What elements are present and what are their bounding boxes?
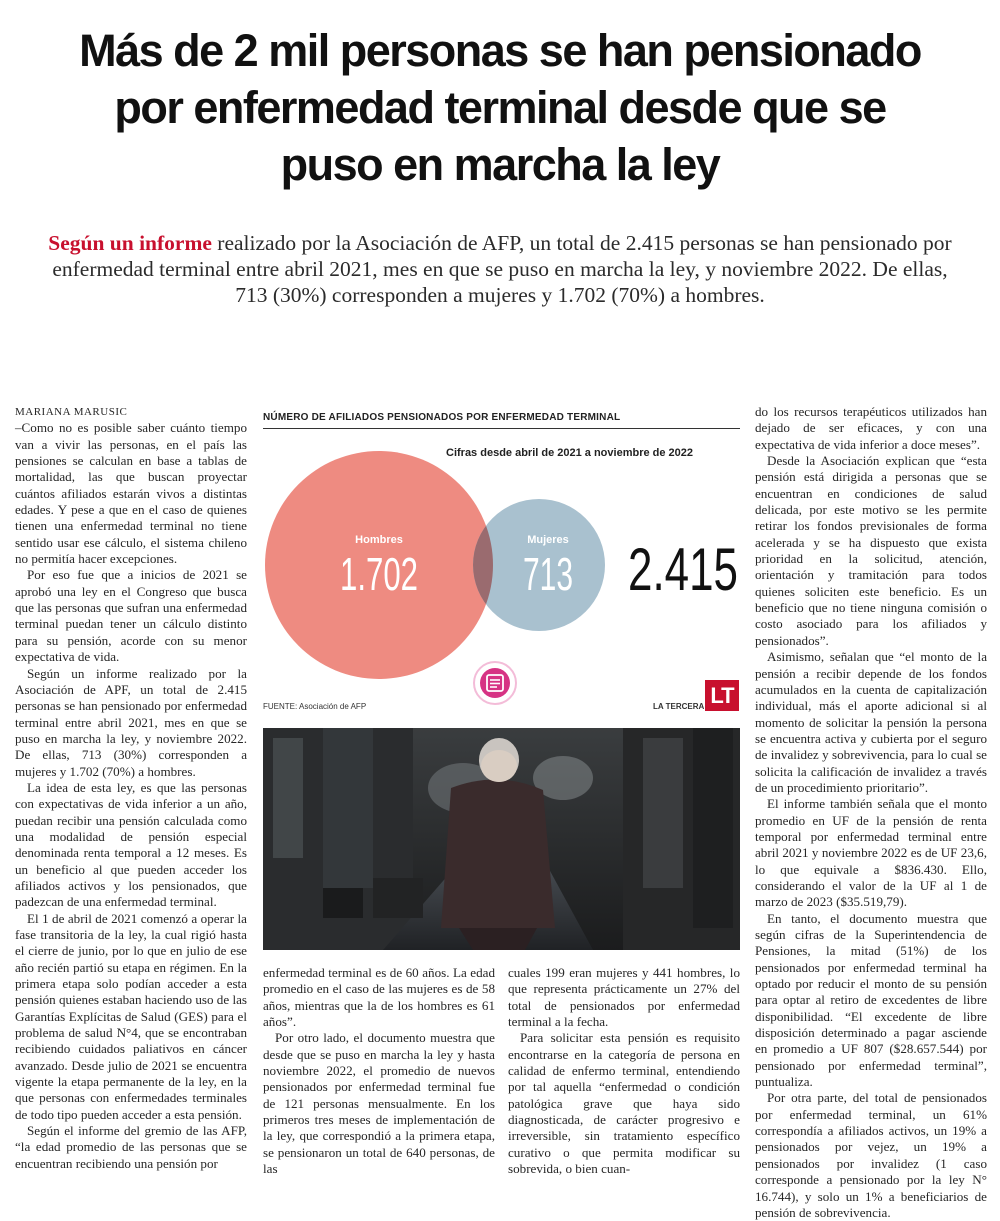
paragraph: Para solicitar esta pensión es requisito encontrarse en la categoría de persona en calidad de enfermo terminal, entendiendo por tal aquella “enfermedad o condición patológica grave que haya sido diagnosticada, de carácter progresivo e irreversible, sin tratamiento específico curativo o que permita modificar su sobrevida, o bien cuan- xyxy=(508,1030,740,1177)
headline-line-3: puso en marcha la ley xyxy=(280,139,720,190)
lead-paragraph xyxy=(15,230,985,308)
paragraph: El informe también señala que el monto promedio en UF de la pensión de renta temporal por enfermedad terminal entre abril 2021 y noviembre 2022 es de UF 23,6, lo que equivale a $836.430. Ello, considerando el valor de la UF al 1 de marzo de 2023 ($35.519,79). xyxy=(755,796,987,910)
infographic-rule xyxy=(263,428,740,429)
paragraph: Por otro lado, el documento muestra que desde que se puso en marcha la ley y hasta noviembre 2022, el promedio de nuevos pensionados por enfermedad terminal fue de 121 personas mensualmente. En los primeros tres meses de implementación de la ley, que correspondió a la primera etapa, se pensionaron un total de 640 personas, de las xyxy=(263,1030,495,1177)
men-label: Hombres xyxy=(355,534,403,546)
lead-line-1-text: realizado por la Asociación de AFP, un total de 2.415 personas se han pensionado por xyxy=(211,231,952,255)
total-value: 2.415 xyxy=(628,536,738,603)
article-column-3 xyxy=(508,965,740,1177)
la-tercera-logo: LT xyxy=(705,680,739,711)
article-column-4 xyxy=(755,404,987,1221)
paragraph: La idea de esta ley, es que las personas con expectativas de vida inferior a un año, puedan recibir una pensión calculada como una modalidad de pensión especial denominada renta temporal a 12 meses. Es un beneficio al que pueden acceder los afiliados activos y los pensionados, que padezcan de una enfermedad terminal. xyxy=(15,779,247,910)
paragraph: do los recursos terapéuticos utilizados han dejado de ser eficaces, y con una expectativa de vida inferior a doce meses”. xyxy=(755,404,987,452)
infographic-subtitle: Cifras desde abril de 2021 a noviembre de 2022 xyxy=(446,447,694,459)
paragraph: Por otra parte, del total de pensionados por enfermedad terminal, un 61% correspondía a afiliados activos, un 19% a pensionados por vejez, un 19% a pensionados por invalidez (1 caso corresponde a pensionado por la ley N° 16.744), y solo un 1% a beneficiarios de pensión de sobrevivencia. xyxy=(755,1090,987,1220)
photo-elderly-man-walking xyxy=(263,728,740,950)
paragraph: cuales 199 eran mujeres y 441 hombres, lo que representa prácticamente un 27% del total de pensionados por enfermedad terminal a la fecha. xyxy=(508,965,740,1030)
infographic-source: FUENTE: Asociación de AFP xyxy=(263,702,367,711)
infographic-title: NÚMERO DE AFILIADOS PENSIONADOS POR ENFERMEDAD TERMINAL xyxy=(263,412,621,423)
article-column-2 xyxy=(263,965,495,1177)
paragraph: En tanto, el documento muestra que según cifras de la Superintendencia de Pensiones, la mitad (51%) de los pensionados por enfermedad terminal ha optado por reducir el monto de su pensión para optar al retiro de excedentes de libre disponibilidad. “El excedente de libre disposición determinado a pagar asciende en promedio a UF 807 ($28.657.544) por pensionado por enfermedad terminal”, puntualiza. xyxy=(755,910,987,1090)
men-value: 1.702 xyxy=(340,548,418,600)
paragraph: enfermedad terminal es de 60 años. La edad promedio en el caso de las mujeres es de 58 años, mientras que la de los hombres es 61 años”. xyxy=(263,965,495,1030)
lead-line-2: enfermedad terminal entre abril 2021, mes en que se puso en marcha la ley, y noviembre 2022. De ellas, xyxy=(52,257,948,281)
photo-illustration xyxy=(263,728,740,950)
article-column-1 xyxy=(15,404,247,1172)
venn-diagram xyxy=(263,464,740,684)
infographic xyxy=(263,404,740,714)
women-label: Mujeres xyxy=(527,534,569,546)
byline: MARIANA MARUSIC xyxy=(15,406,128,418)
paragraph: Según un informe realizado por la Asociación de APF, un total de 2.415 personas se han pensionado por enfermedad terminal entre abril 2021, mes en que se puso en marcha la ley, y noviembre 2022. De ellas, 713 (30%) corresponden a mujeres y 1.702 (70%) a hombres. xyxy=(15,665,247,779)
paragraph: Asimismo, señalan que “el monto de la pensión a recibir depende de los fondos acumulados en la cuenta de capitalización individual, más el aporte adicional si al momento de solicitar la pensión la persona se encuentra activa y cubierta por el seguro de invalidez y sobrevivencia, para lo cual se solicita la calificación de invalidez a través de un procedimiento prioritario”. xyxy=(755,649,987,795)
lead-line-3: 713 (30%) corresponden a mujeres y 1.702 (70%) a hombres. xyxy=(235,283,765,307)
headline xyxy=(0,22,1000,193)
lead-line-1 xyxy=(15,230,985,256)
headline-line-1: Más de 2 mil personas se han pensionado xyxy=(79,25,921,76)
paragraph: Por eso fue que a inicios de 2021 se aprobó una ley en el Congreso que busca que las personas que sufran una enfermedad terminal puedan tener un cálculo distinto para su pensión, acorde con su menor expectativa de vida. xyxy=(15,567,247,665)
women-value: 713 xyxy=(523,548,573,600)
paragraph: Desde la Asociación explican que “esta pensión está dirigida a personas que se encuentran en condiciones de salud delicada, por este motivo se les permite retirar los fondos previsionales de forma acelerada y se ha dispuesto que exista prioridad en la solicitud, atención, orientación y tramitación para todos quienes soliciten este beneficio. Es un beneficio que no tiene ninguna comisión o costo asociado para los afiliados y pensionados”. xyxy=(755,453,987,648)
paragraph: Según el informe del gremio de las AFP, “la edad promedio de las personas que se encuentran recibiendo una pensión por xyxy=(15,1123,247,1171)
paragraph: –Como no es posible saber cuánto tiempo van a vivir las personas, en el país las pensiones se calculan en base a tablas de mortalidad, las que buscan proyectar cuántos afiliados estarán vivos a distintas edades. Y pese a que en el caso de quienes tienen una enfermedad terminal no tiene sentido usar ese cálculo, el sistema chileno no permitía hacer excepciones. xyxy=(15,420,247,567)
document-icon xyxy=(474,662,516,704)
infographic-brand: LA TERCERA xyxy=(653,702,705,711)
lead-kicker: Según un informe xyxy=(48,231,212,255)
headline-line-2: por enfermedad terminal desde que se xyxy=(114,82,886,133)
paragraph: El 1 de abril de 2021 comenzó a operar la fase transitoria de la ley, la cual rigió hasta el cierre de junio, por lo que en julio de ese año recién partió su etapa en régimen. En la primera etapa solo podían acceder a esta pensión quienes estaban haciendo uso de las Garantías Explícitas de Salud (GES) para el problema de salud N°4, que se encontraban recibiendo cuidados paliativos en cáncer avanzado. Desde julio de 2021 se encuentra vigente la etapa permanente de la ley, en la que personas con enfermedades terminales de todo tipo pueden acceder a esta pensión. xyxy=(15,910,247,1122)
